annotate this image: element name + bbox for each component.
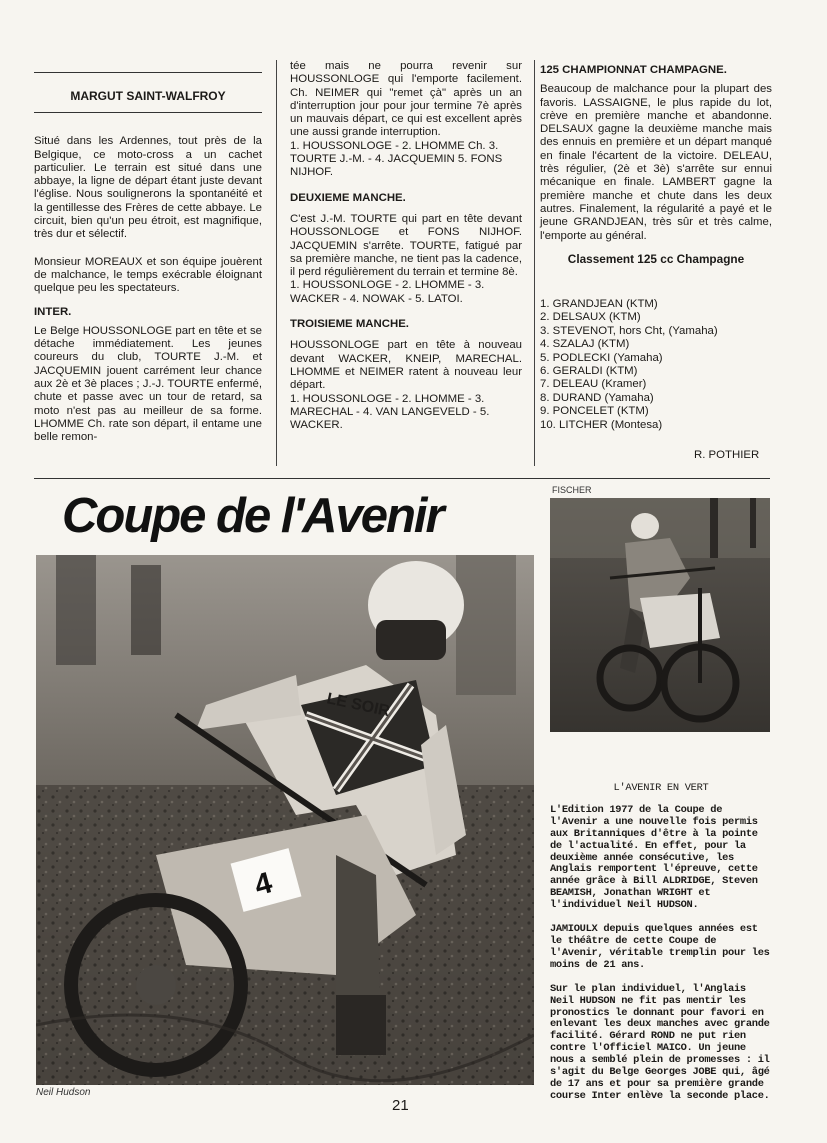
feature-title: Coupe de l'Avenir <box>62 489 443 543</box>
manche2-paragraph: C'est J.-M. TOURTE qui part en tête devant HOUSSONLOGE et FONS NIJHOF. JACQUEMIN s'arrête. TOURTE, fatigué par sa première manche, ne tient pas la cadence, il perd régulièrement du terrain et termine 8è. <box>290 212 522 279</box>
main-photo-caption: Neil Hudson <box>36 1087 91 1098</box>
column-divider-right <box>534 60 535 466</box>
fischer-photo-illustration <box>550 498 770 732</box>
feature-top-rule <box>34 478 770 479</box>
list-item: 5. PODLECKI (Yamaha) <box>540 351 663 364</box>
small-photo <box>550 498 770 732</box>
right-column <box>540 64 772 266</box>
avenir-article <box>550 782 772 1115</box>
classement-heading: Classement 125 cc Champagne <box>567 251 745 266</box>
manche3-paragraph: HOUSSONLOGE part en tête à nouveau devant WACKER, KNEIP, MARECHAL. LHOMME et NEIMER ratent à nouveau leur départ. <box>290 339 522 392</box>
manche3-results: 1. HOUSSONLOGE - 2. LHOMME - 3. MARECHAL - 4. VAN LANGEVELD - 5. WACKER. <box>290 392 490 432</box>
deuxieme-manche-heading: DEUXIEME MANCHE. <box>290 191 406 204</box>
margut-heading: MARGUT SAINT-WALFROY <box>70 89 226 103</box>
list-item: 8. DURAND (Yamaha) <box>540 391 654 404</box>
manche2-results: 1. HOUSSONLOGE - 2. LHOMME - 3. WACKER - 4. NOWAK - 5. LATOI. <box>290 279 485 305</box>
list-item: 7. DELEAU (Kramer) <box>540 378 647 391</box>
top-left-rule <box>34 72 262 73</box>
moreaux-paragraph: Monsieur MOREAUX et son équipe jouèrent de malchance, le temps exécrable éloignant quelque peu les spectateurs. <box>34 255 262 295</box>
troisieme-manche-heading: TROISIEME MANCHE. <box>290 318 409 331</box>
left-column <box>34 90 262 457</box>
signature: R. POTHIER <box>694 449 760 461</box>
middle-column <box>290 60 522 444</box>
rider-photo-illustration <box>36 555 534 1085</box>
championnat-paragraph: Beaucoup de malchance pour la plupart des favoris. LASSAIGNE, le plus rapide du lot, crève en première manche et abandonne. DELSAUX gagne la deuxième manche mais des ennuis en première et un départ manqué en finale l'écartent de la victoire. DELEAU, très régulier, (2è et 3è) s'arrête sur ennui mécanique en finale. LAMBERT gagne la première manche et chute dans les deux autres. Finalement, la régularité a payé et le jeune GRANDJEAN, très sûr et très calme, l'emporte au général. <box>540 83 772 242</box>
list-item: 10. LITCHER (Montesa) <box>540 418 663 431</box>
championnat-heading: 125 CHAMPIONNAT CHAMPAGNE. <box>540 64 727 76</box>
small-photo-credit: FISCHER <box>552 485 592 495</box>
list-item: 6. GERALDI (KTM) <box>540 365 638 378</box>
main-photo <box>36 555 534 1085</box>
list-item: 4. SZALAJ (KTM) <box>540 338 630 351</box>
continuation-paragraph: tée mais ne pourra revenir sur HOUSSONLOGE qui l'emporte facilement. Ch. NEIMER qui "remet çà" après un an d'interruption jour pour jour termine 7è après un mauvais départ, ce qui est excellent après une aussi grande interruption. <box>290 60 522 139</box>
list-item: 2. DELSAUX (KTM) <box>540 311 641 324</box>
list-item: 9. PONCELET (KTM) <box>540 405 649 418</box>
classement-list <box>540 298 770 432</box>
jersey-sponsor-text: LE SOIR <box>325 690 392 721</box>
manche1-results: 1. HOUSSONLOGE - 2. LHOMME Ch. 3. TOURTE J.-M. - 4. JACQUEMIN 5. FONS NIJHOF. <box>290 139 503 179</box>
list-item: 3. STEVENOT, hors Cht, (Yamaha) <box>540 324 718 337</box>
list-item: 1. GRANDJEAN (KTM) <box>540 298 658 310</box>
inter-heading: INTER. <box>34 305 72 318</box>
page-number: 21 <box>392 1097 409 1114</box>
inter-paragraph: Le Belge HOUSSONLOGE part en tête et se détache immédiatement. Les jeunes coureurs du club, TOURTE J.-M. et JACQUEMIN jouent carrément leur chance aux 2è et 3è places ; J.-J. TOURTE enfermé, chute et passe avec un tour de retard, sa moto n'est pas au meilleur de sa forme. LHOMME Ch. rate son départ, il entame une belle remon- <box>34 324 262 444</box>
svg-text:4: 4 <box>251 866 276 903</box>
column-divider-left <box>276 60 277 466</box>
article-paragraph-1: L'Edition 1977 de la Coupe de l'Avenir a une nouvelle fois permis aux Britanniques d'être à la pointe de l'actualité. En effet, pour la deuxième année consécutive, les Anglais remportent l'épreuve, cette année grâce à Bill ALDRIDGE, Steven BEAMISH, Jonathan WRIGHT et l'individuel Neil HUDSON. <box>550 803 758 912</box>
intro-paragraph: Situé dans les Ardennes, tout près de la Belgique, ce moto-cross a un cachet particulier. Le terrain est situé dans une abbaye, la ligne de départ étant juste devant l'église. Nous soulignerons la spontanéité et la gentillesse des Frères de cette abbaye. Le circuit, bien qu'un peu étroit, est magnifique, très dur et sélectif. <box>34 135 262 241</box>
article-heading: L'AVENIR EN VERT <box>613 782 709 794</box>
left-heading-rule <box>34 112 262 113</box>
article-paragraph-3: Sur le plan individuel, l'Anglais Neil HUDSON ne fit pas mentir les pronostics le donnant pour favori en enlevant les deux manches avec grande facilité. Gérard ROND ne put rien contre l'Officiel MAICO. Un jeune nous a semblé plein de promesses : il s'agit du Belge Georges JOBE qui, âgé de 17 ans et pour sa première grande course Inter enlève la seconde place. <box>550 982 770 1102</box>
article-paragraph-2: JAMIOULX depuis quelques années est le théâtre de cette Coupe de l'Avenir, véritable tremplin pour les moins de 21 ans. <box>550 923 770 971</box>
